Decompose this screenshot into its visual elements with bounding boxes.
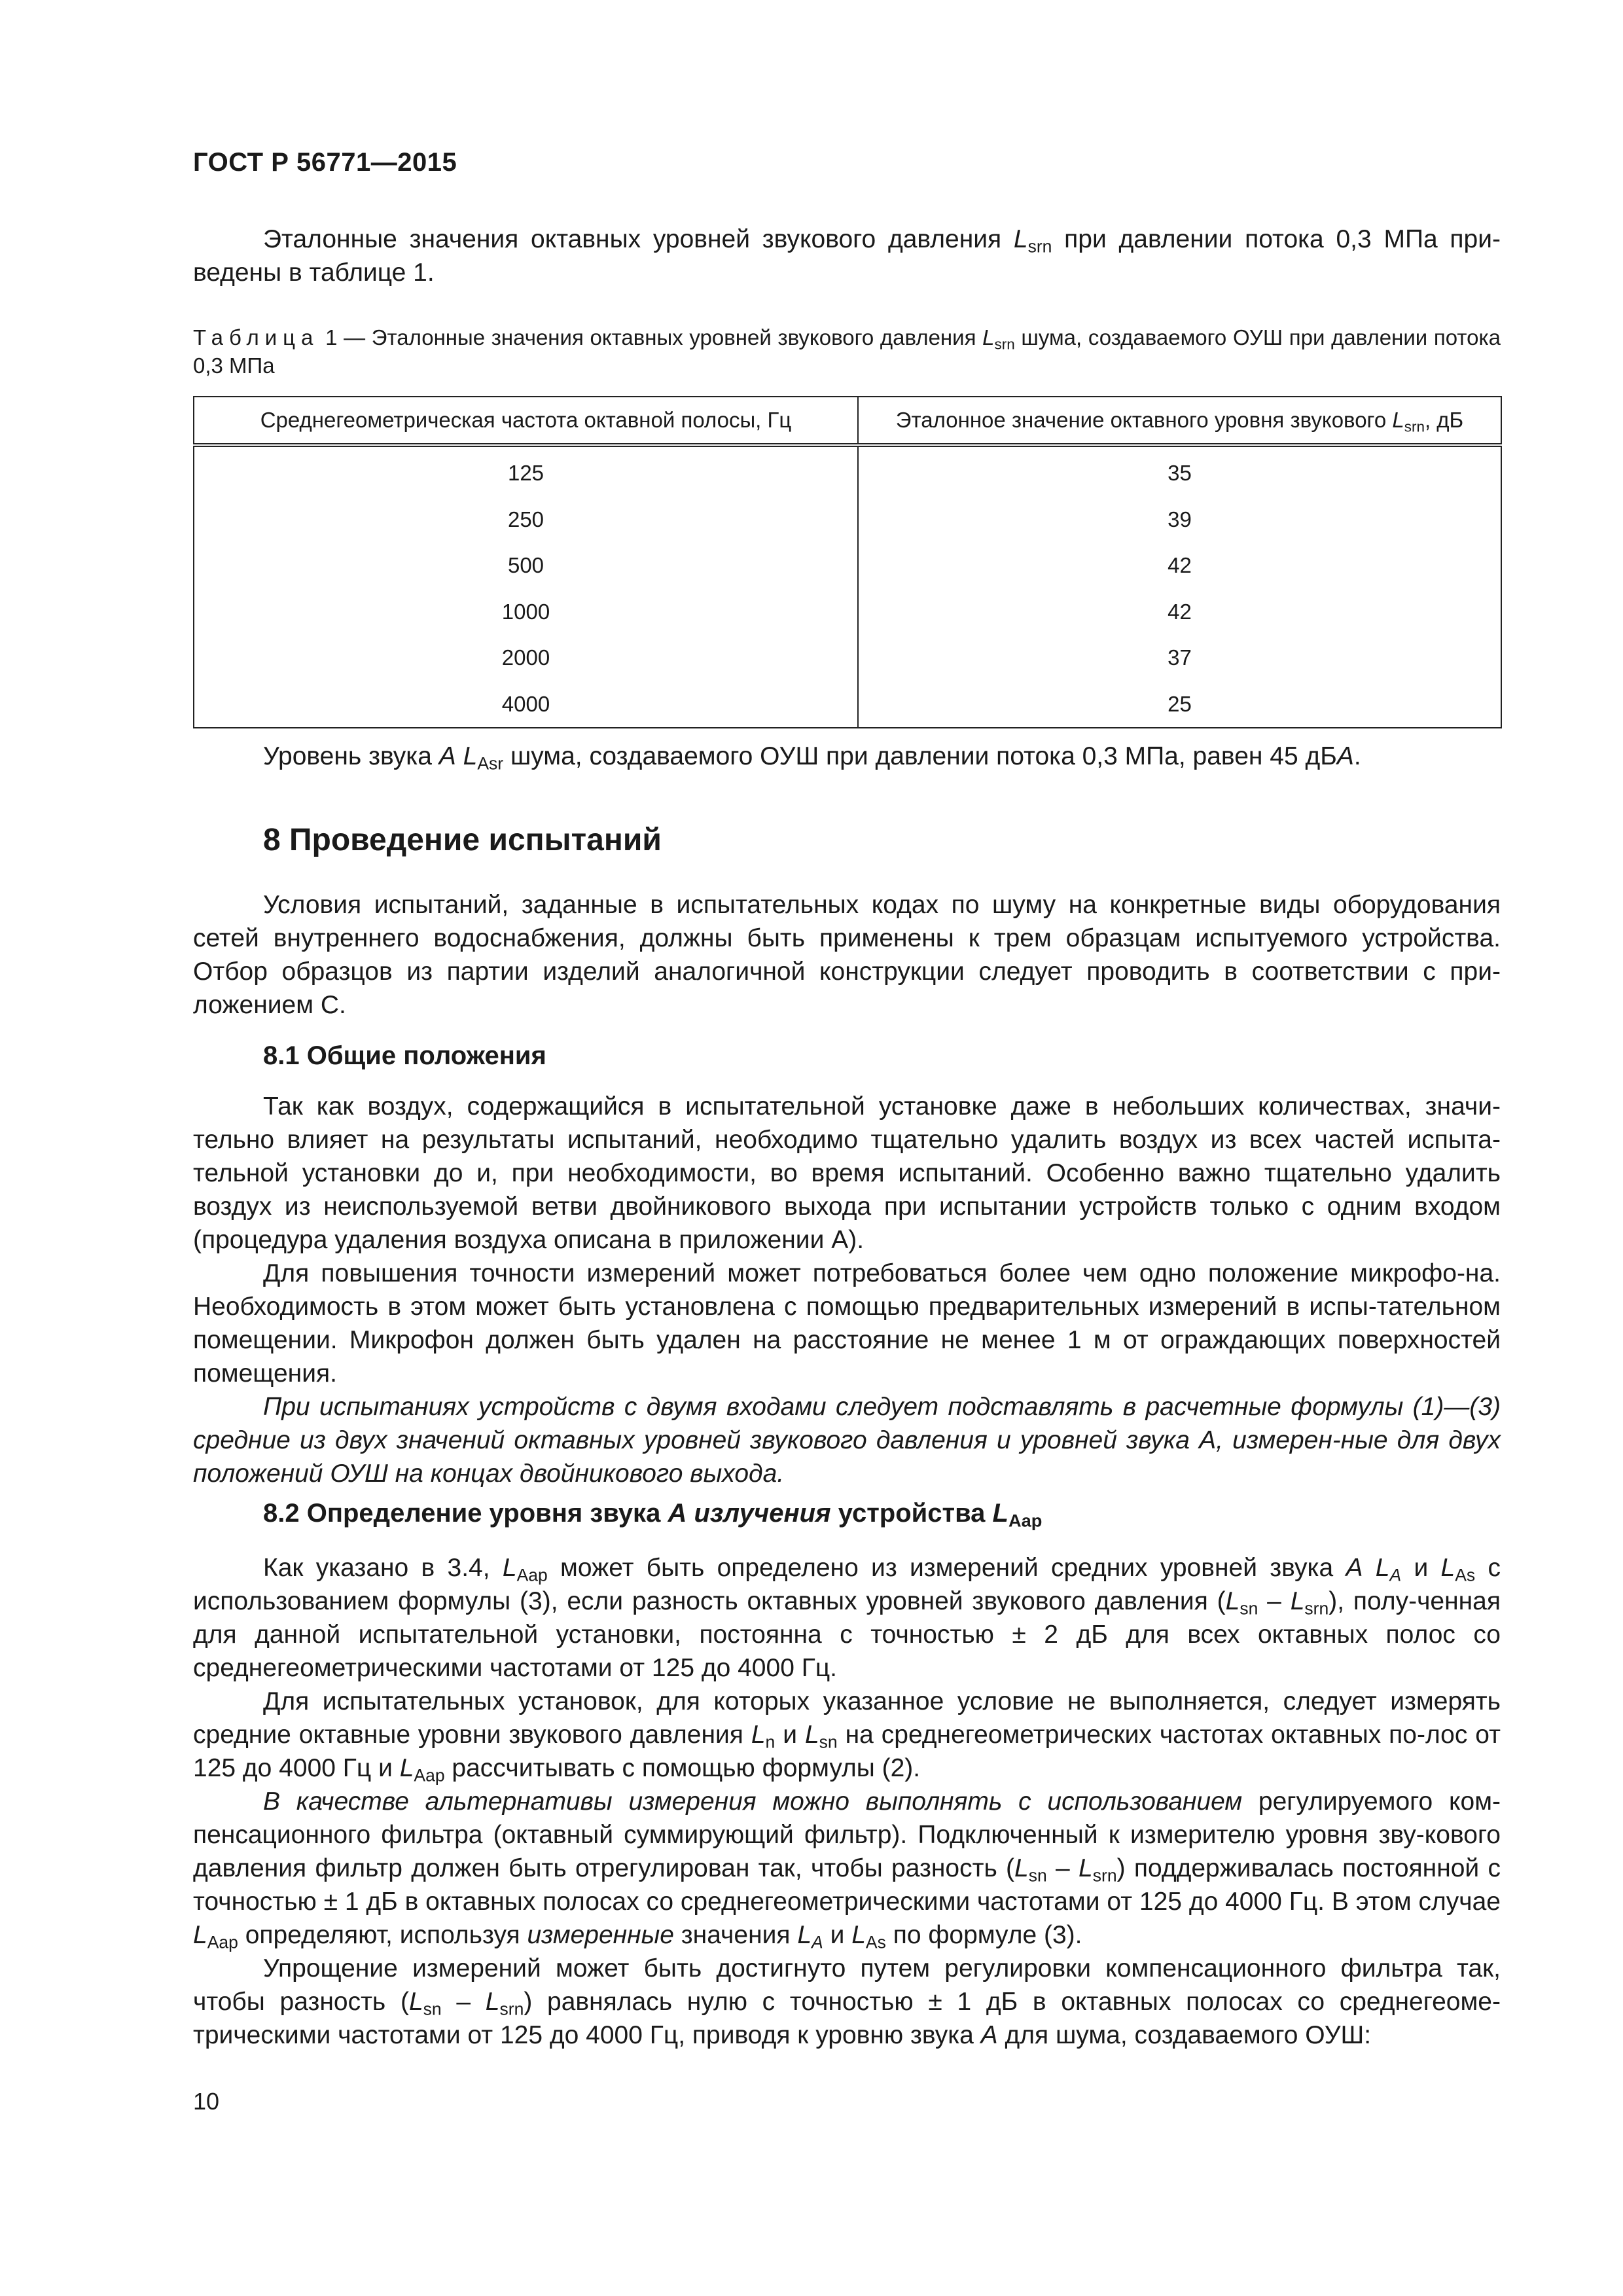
cell-level: 37	[858, 635, 1501, 681]
table-row	[194, 543, 1501, 589]
cell-level: 39	[858, 497, 1501, 543]
intro-paragraph: Эталонные значения октавных уровней звукового давления $L_{srn}$ при давлении потока 0,3 МПа при-ведены в таблице 1.	[193, 225, 1501, 287]
cell-frequency: 125	[194, 445, 858, 497]
table-row	[194, 635, 1501, 681]
subsection-8-1-paragraph-2: Для повышения точности измерений может потребоваться более чем одно положение микрофо-на. Необходимость в этом может быть установлена с помощью предварительных измерений в испы-тательном помещении. Микрофон должен быть удален на расстояние не менее 1 м от ограждающих поверхностей помещения.	[193, 1259, 1501, 1388]
cell-level: 42	[858, 543, 1501, 589]
sound-level-statement: Уровень звука А $L_{Asr}$ шума, создаваемого ОУШ при давлении потока 0,3 МПа, равен 45 дБА.	[263, 742, 1361, 774]
table-row	[194, 445, 1501, 497]
section-8-title: 8 Проведение испытаний	[263, 823, 662, 857]
cell-frequency: 4000	[194, 681, 858, 728]
reference-levels-table	[193, 396, 1502, 728]
subsection-8-1-paragraph-3: При испытаниях устройств с двумя входами следует подставлять в расчетные формулы (1)—(3) средние из двух значений октавных уровней звукового давления и уровней звука А, измерен-ные для двух положений ОУШ на концах двойникового выхода.	[193, 1393, 1501, 1488]
subsection-8-2-paragraph-1: Как указано в 3.4, $L_{Aap}$ может быть определено из измерений средних уровней звука А $L_A$ и $L_{As}$ с использованием формулы (3), если разность октавных уровней звукового давления $(L_{sn} - L_{srn})$, полу-ченная для данной испытательной установки, постоянна с точностью ± 2 дБ для всех октавных полос со среднегеометрическими частотами от 125 до 4000 Гц.	[193, 1554, 1501, 1682]
cell-level: 35	[858, 445, 1501, 497]
cell-frequency: 500	[194, 543, 858, 589]
column-header-frequency: Среднегеометрическая частота октавной полосы, Гц	[194, 397, 858, 445]
cell-level: 42	[858, 589, 1501, 636]
subsection-8-2-paragraph-2: Для испытательных установок, для которых указанное условие не выполняется, следует измерять средние октавные уровни звукового давления $L_n$ и $L_{sn}$ на среднегеометрических частотах октавных по-лос от 125 до 4000 Гц и $L_{Aap}$ рассчитывать с помощью формулы (2).	[193, 1687, 1501, 1785]
table-caption: Таблица 1 — Эталонные значения октавных уровней звукового давления $L_{srn}$ шума, создаваемого ОУШ при давлении потока 0,3 МПа	[193, 325, 1501, 378]
table-row	[194, 681, 1501, 728]
table-row	[194, 589, 1501, 636]
cell-level: 25	[858, 681, 1501, 728]
cell-frequency: 1000	[194, 589, 858, 636]
subsection-8-2-paragraph-3: В качестве альтернативы измерения можно выполнять с использованием регулируемого ком-пенсационного фильтра (октавный суммирующий фильтр). Подключенный к измерителю уровня зву-кового давления фильтр должен быть отрегулирован так, чтобы разность $(L_{sn} - L_{srn})$ поддерживалась постоянной с точностью ± 1 дБ в октавных полосах со среднегеометрическими частотами от 125 до 4000 Гц. В этом случае $L_{Aap}$ определяют, используя измеренные значения $L_A$ и $L_{As}$ по формуле (3).	[193, 1787, 1501, 1952]
cell-frequency: 250	[194, 497, 858, 543]
subsection-8-2-paragraph-4: Упрощение измерений может быть достигнуто путем регулировки компенсационного фильтра так, чтобы разность $(L_{sn} - L_{srn})$ равнялась нулю с точностью ± 1 дБ в октавных полосах со среднегеоме-трическими частотами от 125 до 4000 Гц, приводя к уровню звука А для шума, создаваемого ОУШ:	[193, 1954, 1501, 2049]
column-header-level: Эталонное значение октавного уровня звукового $L_{srn}$, дБ	[858, 397, 1501, 445]
page-number: 10	[193, 2088, 220, 2115]
table-row	[194, 497, 1501, 543]
cell-frequency: 2000	[194, 635, 858, 681]
subsection-8-1-title: 8.1 Общие положения	[263, 1041, 546, 1070]
subsection-8-2-title: 8.2 Определение уровня звука А излучения устройства $L_{Aap}$	[263, 1499, 1043, 1531]
document-header: ГОСТ Р 56771—2015	[193, 148, 457, 177]
table-header-row	[194, 397, 1501, 445]
subsection-8-1-paragraph-1: Так как воздух, содержащийся в испытательной установке даже в небольших количествах, значи-тельно влияет на результаты испытаний, необходимо тщательно удалить воздух из всех частей испыта-тельной установки до и, при необходимости, во время испытаний. Особенно важно тщательно удалить воздух из неиспользуемой ветви двойникового выхода при испытании устройств только с одним входом (процедура удаления воздуха описана в приложении А).	[193, 1092, 1501, 1254]
section-8-paragraph: Условия испытаний, заданные в испытательных кодах по шуму на конкретные виды оборудования сетей внутреннего водоснабжения, должны быть применены к трем образцам испытуемого устройства. Отбор образцов из партии изделий аналогичной конструкции следует проводить в соответствии с при-ложением С.	[193, 891, 1501, 1019]
